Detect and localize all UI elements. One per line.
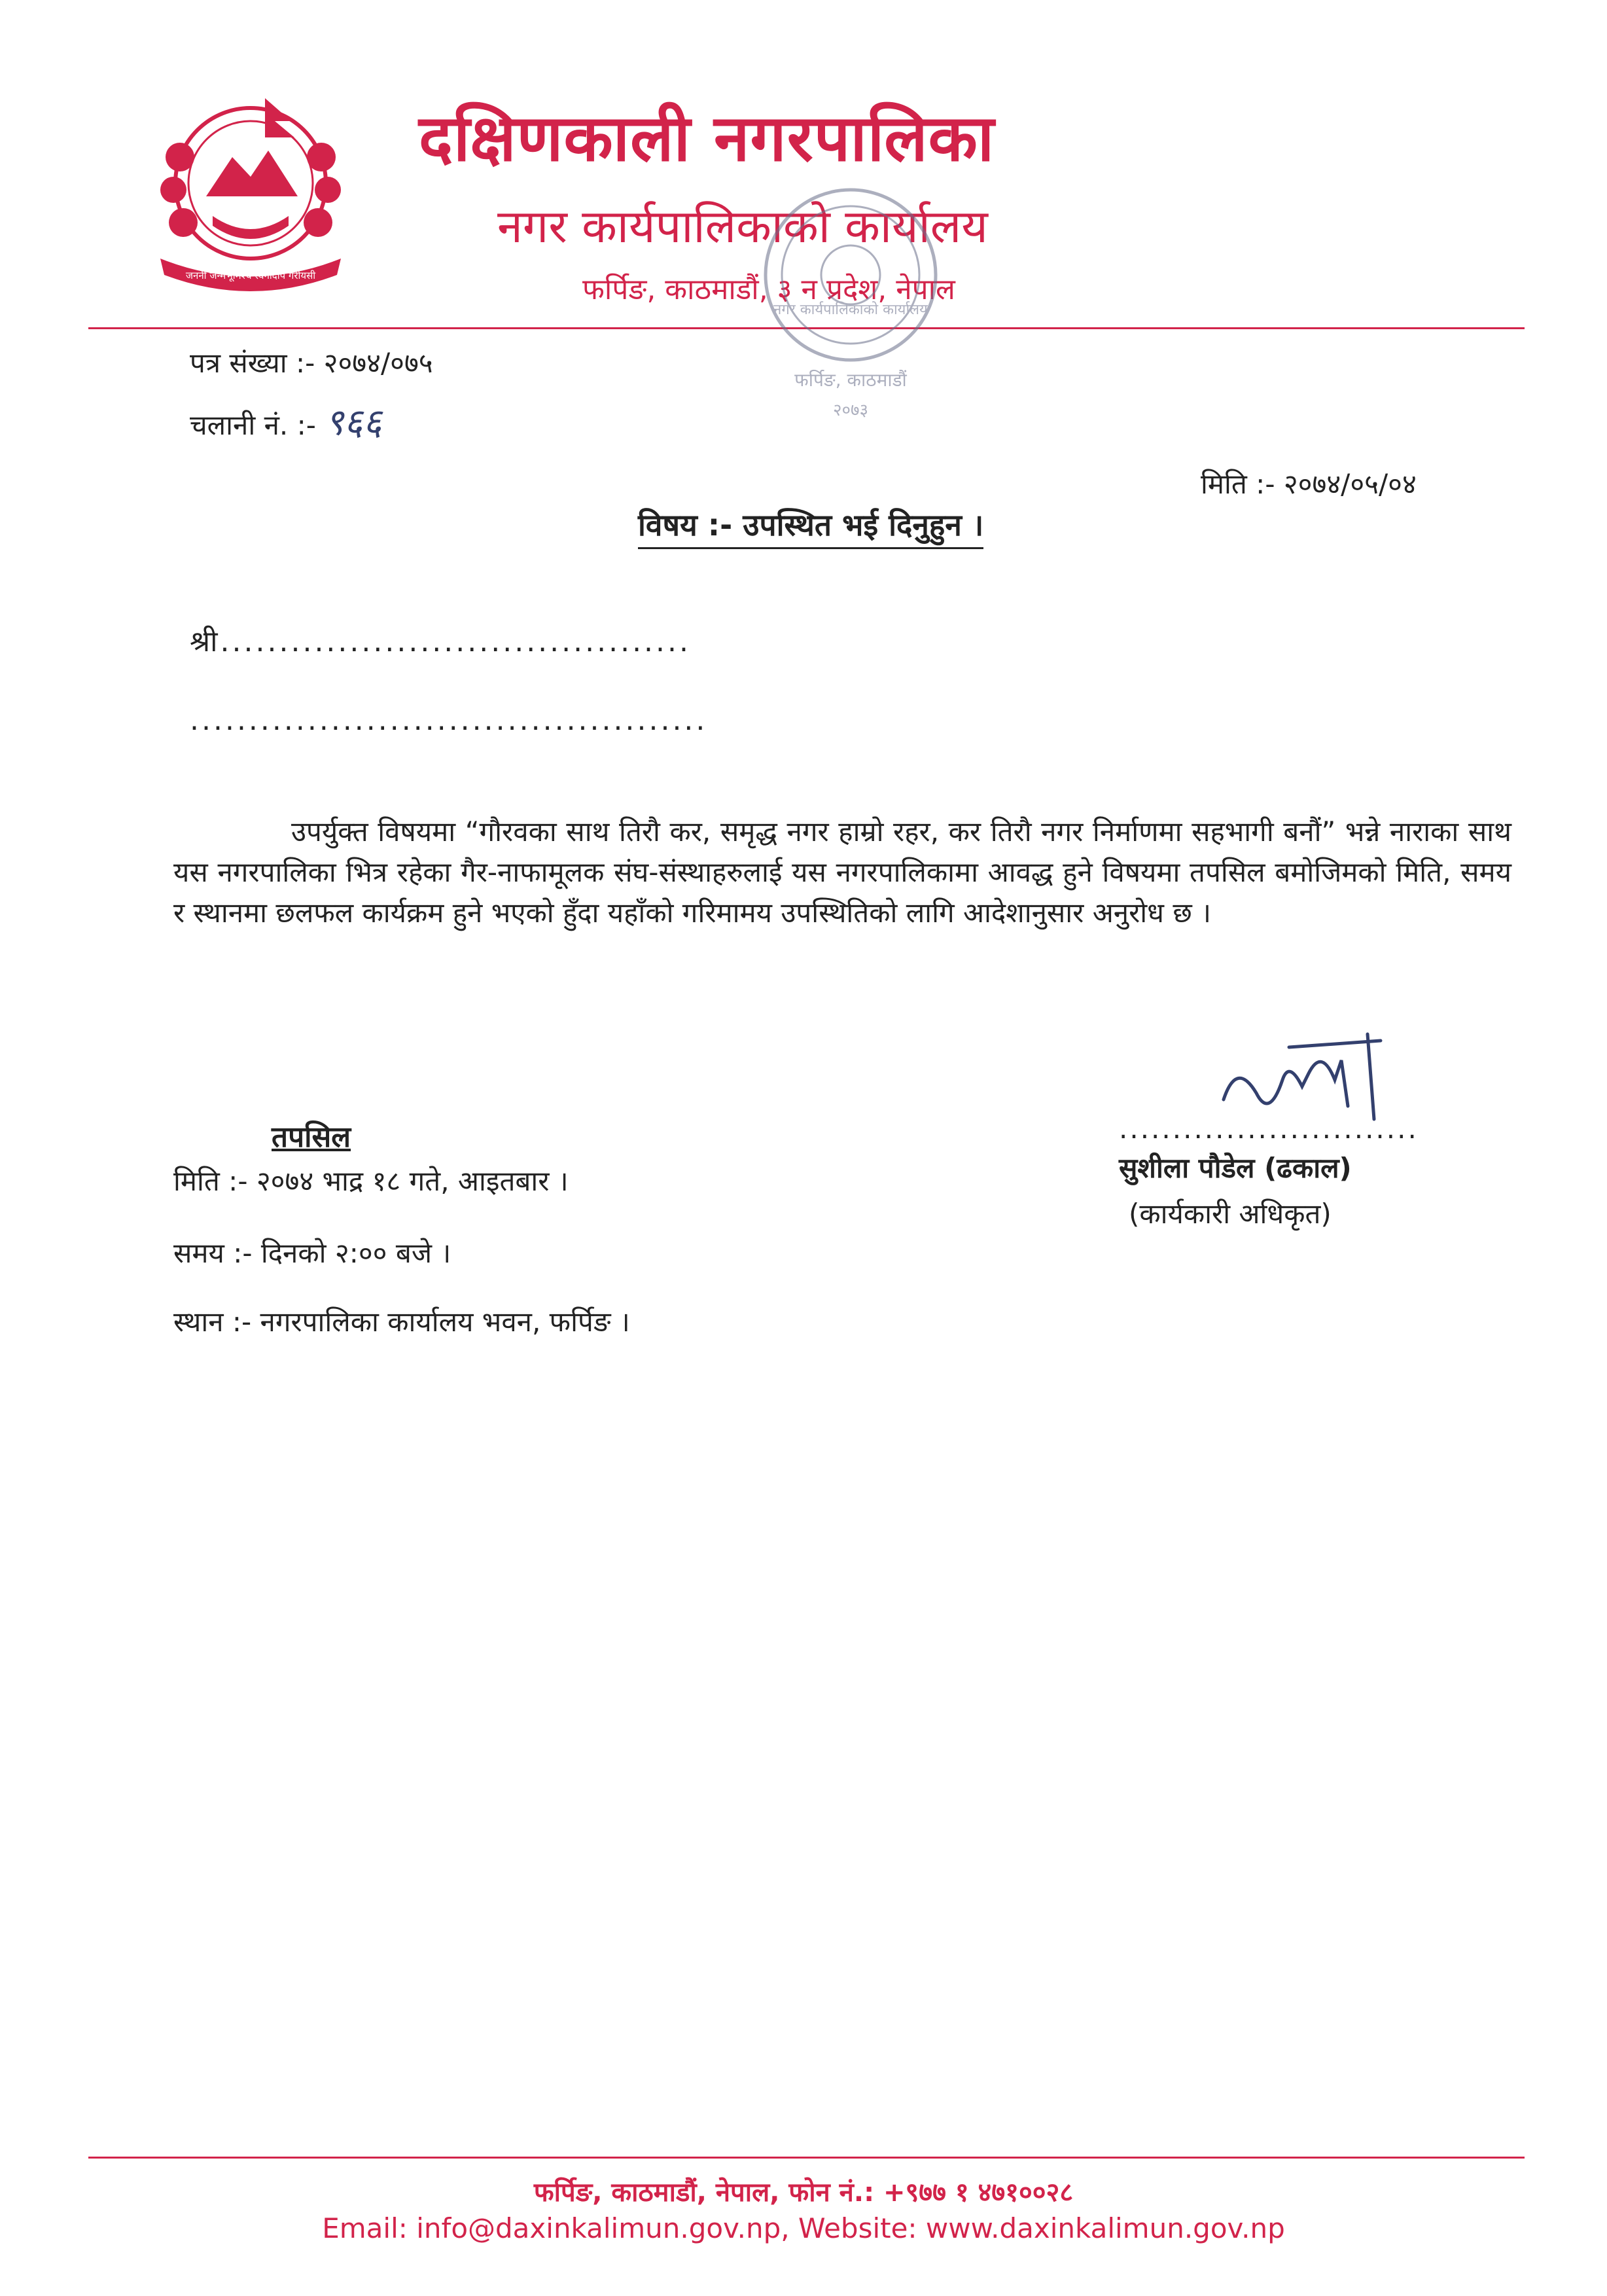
emblem-motto: जननी जन्मभूमिश्च स्वर्गादपि गरीयसी [185,270,316,281]
letter-subject: विषय :- उपस्थित भई दिनुहुन । [638,504,983,549]
letter-body: उपर्युक्त विषयमा “गौरवका साथ तिरौ कर, समृद्ध नगर हाम्रो रहर, कर तिरौ नगर निर्माणमा सहभागी बनौं” भन्ने नाराका साथ यस नगरपालिका भित्र रहेका गैर-नाफामूलक संघ-संस्थाहरुलाई यस नगरपालिकामा आवद्ध हुने विषयमा तपसिल बमोजिमको मिति, समय र स्थानमा छलफल कार्यक्रम हुने भएको हुँदा यहाँको गरिमामय उपस्थितिको लागि आदेशानुसार अनुरोध छ । [173,816,1511,929]
footer-contact: फर्पिङ, काठमाडौं, नेपाल, फोन नं.: +९७७ १ ४७१००२८ [533,2178,1074,2208]
schedule-date: मिति :- २०७४ भाद्र १८ गते, आइतबार । [173,1165,569,1197]
seal-line1: नगर कार्यपालिकाको कार्यालय [773,302,928,318]
footer-web: Email: info@daxinkalimun.gov.np, Website: www.daxinkalimun.gov.np [322,2212,1285,2244]
footer-divider [88,2157,1525,2159]
office-address: फर्पिङ, काठमाडौं, ३ न प्रदेश, नेपाल [582,273,955,306]
office-name: नगर कार्यपालिकाको कार्यालय [497,200,988,253]
dispatch-label: चलानी नं. :- [190,409,316,441]
seal-line2: फर्पिङ, काठमाडौं [794,369,907,391]
letter-date: मिति :- २०७४/०५/०४ [1201,468,1417,500]
signatory-title: (कार्यकारी अधिकृत) [1129,1198,1332,1230]
recipient-line-2: ............................................ [190,704,708,737]
nepal-emblem-logo [134,85,366,301]
schedule-place: स्थान :- नगरपालिका कार्यालय भवन, फर्पिङ । [173,1306,630,1338]
schedule-time: समय :- दिनको २:०० बजे । [173,1237,451,1269]
signature-dots: ............................ [1119,1113,1419,1145]
org-name: दक्षिणकाली नगरपालिका [419,101,995,176]
dispatch-number [190,396,382,446]
signatory-name: सुशीला पौडेल (ढकाल) [1119,1152,1352,1184]
office-seal-stamp [726,157,975,432]
seal-year: २०७३ [832,401,869,420]
dispatch-value-handwritten: ९६६ [325,401,382,444]
letter-number: पत्र संख्या :- २०७४/०७५ [190,347,433,379]
recipient-line-1: श्री........................................ [190,625,692,658]
schedule-title: तपसिल [272,1121,351,1154]
